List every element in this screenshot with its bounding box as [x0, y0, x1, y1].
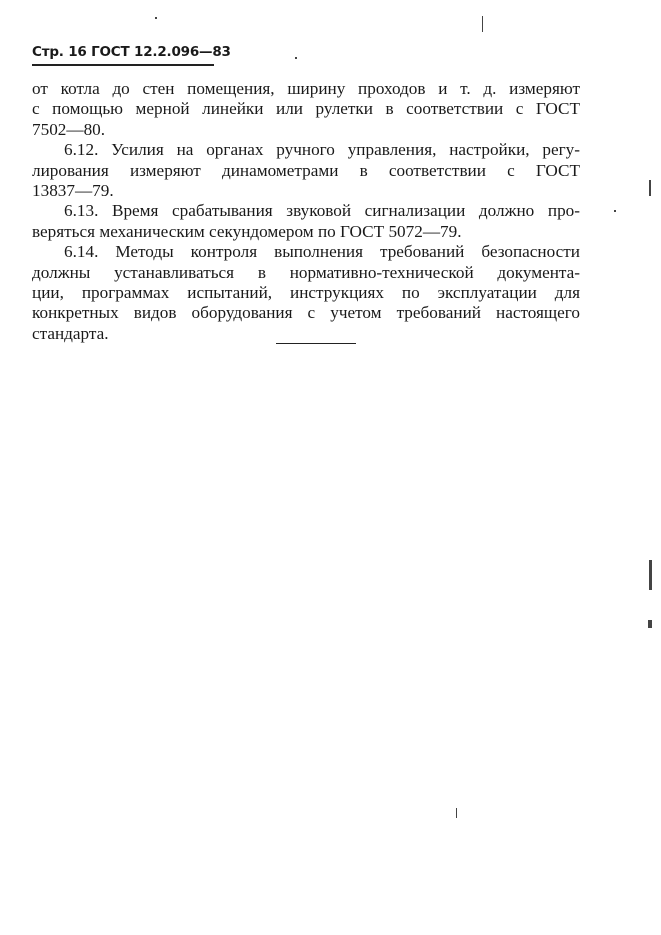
text-line: с помощью мерной линейки или рулетки в соответствии с ГОСТ — [32, 99, 580, 119]
text-line: конкретных видов оборудования с учетом требований настоящего — [32, 303, 580, 323]
scan-speck — [648, 620, 652, 628]
paragraph — [32, 79, 580, 140]
text-line: стандарта. — [32, 323, 109, 343]
text-line: должны устанавливаться в нормативно-технической документа- — [32, 262, 580, 282]
scan-speck — [649, 180, 651, 196]
scan-speck — [155, 17, 157, 19]
text-line: 6.14. Методы контроля выполнения требований безопасности — [64, 242, 580, 262]
text-line: веряться механическим секундомером по ГОСТ 5072—79. — [32, 221, 462, 241]
paragraph-6-12 — [32, 140, 580, 201]
text-line: от котла до стен помещения, ширину проходов и т. д. измеряют — [32, 79, 580, 98]
paragraph-6-13 — [32, 201, 580, 242]
text-line: 7502—80. — [32, 119, 106, 139]
text-line: лирования измеряют динамометрами в соответствии с ГОСТ — [32, 160, 580, 180]
scan-speck — [649, 560, 652, 590]
header-underline — [32, 64, 214, 66]
scan-speck — [482, 16, 483, 32]
page-header: Стр. 16 ГОСТ 12.2.096—83 — [32, 44, 231, 60]
paragraph-6-14 — [32, 242, 580, 344]
scan-speck — [614, 210, 616, 212]
text-line: ции, программах испытаний, инструкциях по эксплуатации для — [32, 283, 580, 303]
text-line: 6.12. Усилия на органах ручного управления, настройки, регу- — [64, 140, 580, 160]
end-separator-rule — [276, 343, 356, 344]
scan-speck — [295, 57, 297, 59]
text-line: 13837—79. — [32, 181, 114, 201]
scan-speck — [456, 808, 457, 818]
document-body — [32, 79, 580, 344]
text-line: 6.13. Время срабатывания звуковой сигнализации должно про- — [64, 201, 580, 221]
